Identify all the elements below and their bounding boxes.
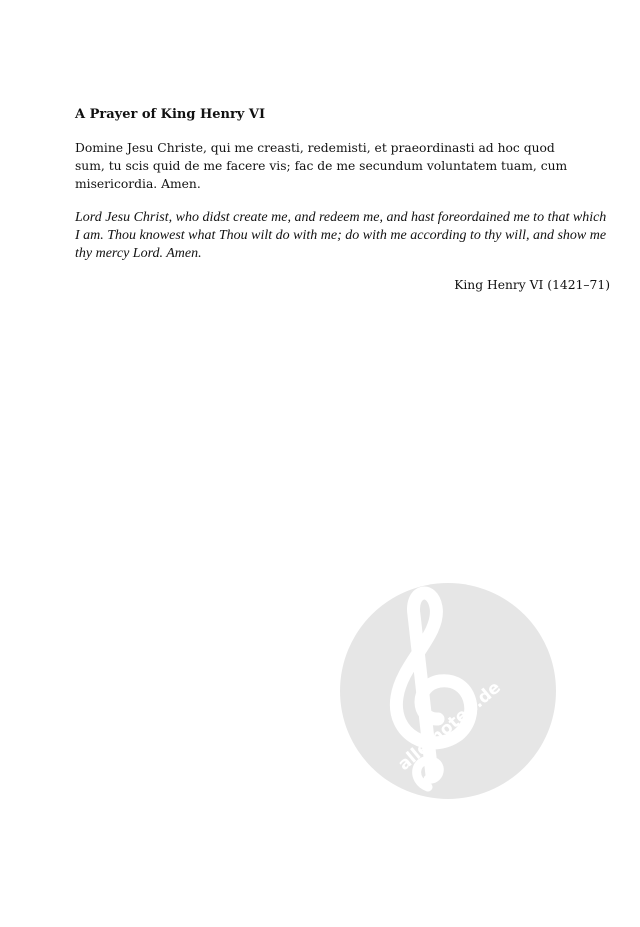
watermark-logo: [340, 575, 560, 805]
author-attribution: King Henry VI (1421–71): [454, 278, 610, 292]
prayer-title: A Prayer of King Henry VI: [75, 107, 266, 122]
english-prayer-text: Lord Jesu Christ, who didst create me, and redeem me, and hast foreordained me to that which I am. Thou knowest what Thou wilt do with me; do with me according to thy will, and show me thy mercy Lord. Amen.: [75, 210, 607, 261]
watermark-text: alle-noten.de: [394, 677, 505, 775]
watermark-circle: [340, 583, 556, 799]
latin-prayer-text: Domine Jesu Christe, qui me creasti, redemisti, et praeordinasti ad hoc quod sum, tu scis quid de me facere vis; fac de me secundum voluntatem tuam, cum misericordia. Amen.: [75, 141, 568, 191]
